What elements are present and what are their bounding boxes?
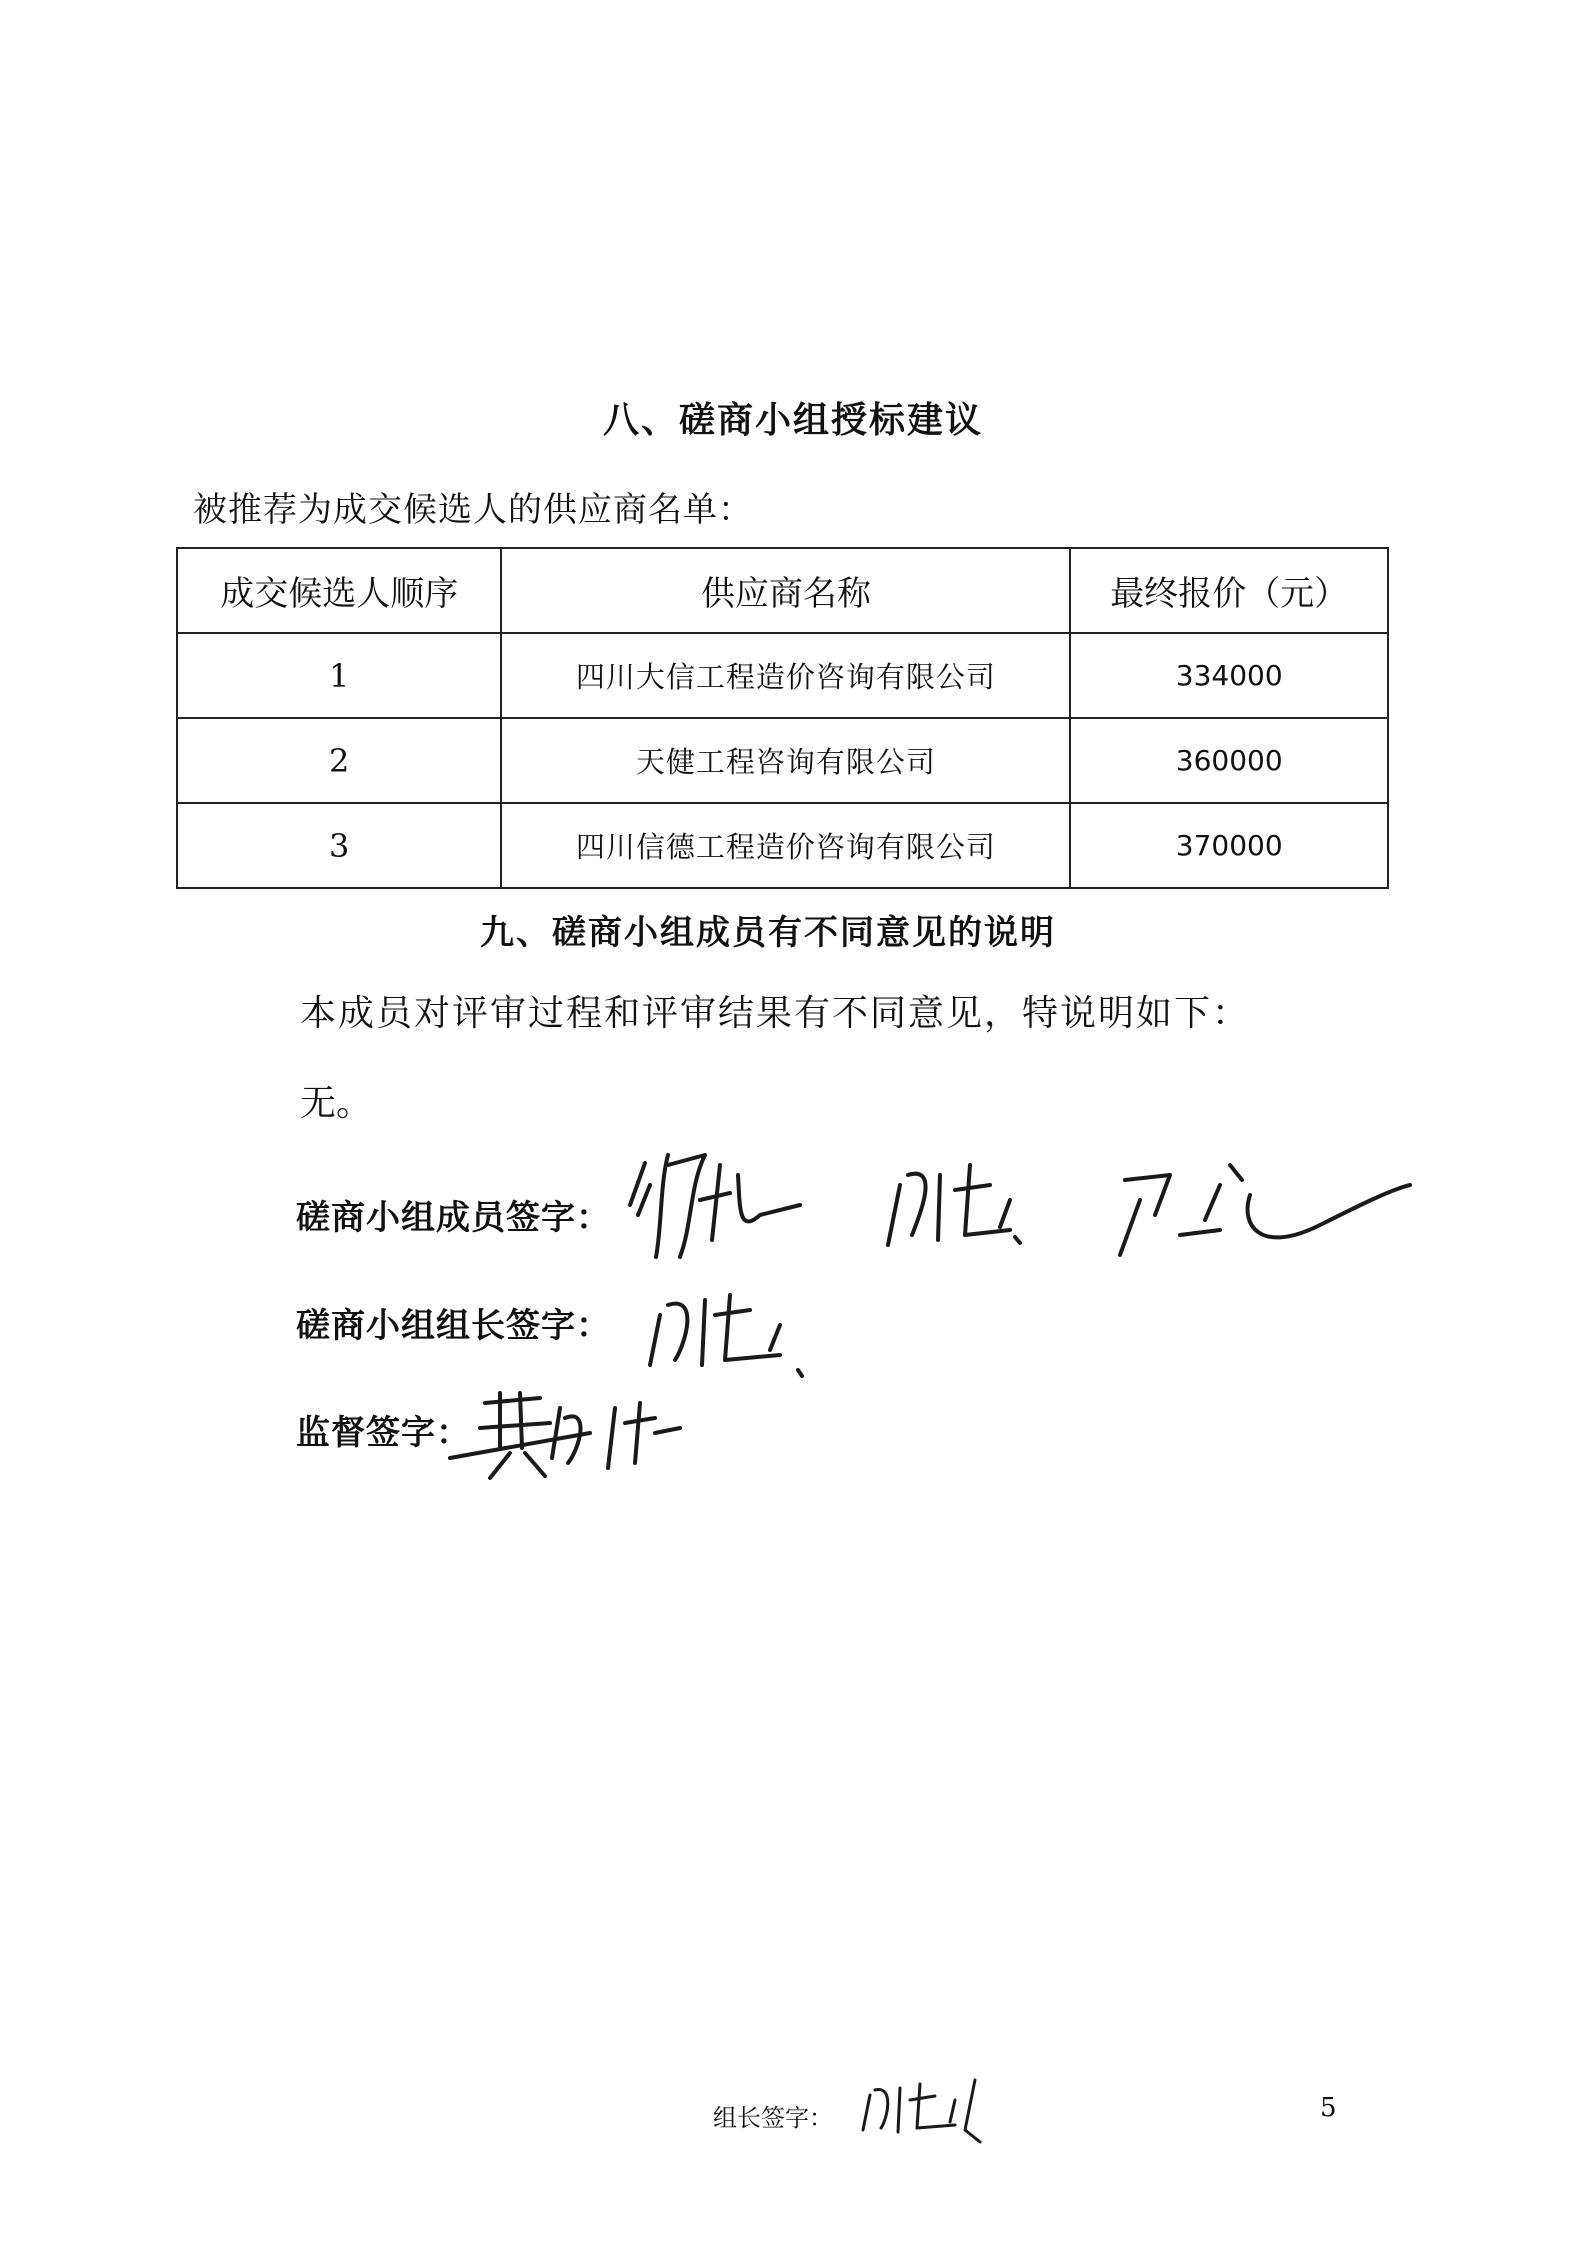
section-9-heading: 九、磋商小组成员有不同意见的说明 xyxy=(480,913,1056,953)
leader-signature-label: 磋商小组组长签字： xyxy=(296,1306,611,1346)
col-header-order: 成交候选人顺序 xyxy=(177,548,501,633)
col-header-supplier: 供应商名称 xyxy=(501,548,1070,633)
table-row xyxy=(177,633,1388,718)
page-number: 5 xyxy=(1320,2093,1337,2123)
footer-leader-signature-label: 组长签字： xyxy=(713,2104,833,2132)
table-row xyxy=(177,718,1388,803)
leader-signature-image xyxy=(630,1270,850,1390)
candidate-order: 2 xyxy=(177,718,501,803)
section-8-heading: 八、磋商小组授标建议 xyxy=(602,399,983,441)
col-header-price: 最终报价（元） xyxy=(1070,548,1388,633)
supplier-list-intro: 被推荐为成交候选人的供应商名单： xyxy=(193,490,753,530)
final-price: 370000 xyxy=(1070,803,1388,888)
supervisor-signature-image xyxy=(440,1378,700,1488)
supplier-name: 四川信德工程造价咨询有限公司 xyxy=(501,803,1070,888)
dissent-content: 无。 xyxy=(300,1083,373,1124)
table-header-row xyxy=(177,548,1388,633)
final-price: 334000 xyxy=(1070,633,1388,718)
member-signatures-image xyxy=(620,1145,1420,1275)
candidate-order: 3 xyxy=(177,803,501,888)
candidate-order: 1 xyxy=(177,633,501,718)
table-row xyxy=(177,803,1388,888)
final-price: 360000 xyxy=(1070,718,1388,803)
footer-leader-signature-image xyxy=(855,2070,1005,2150)
dissent-statement: 本成员对评审过程和评审结果有不同意见，特说明如下： xyxy=(300,993,1251,1034)
supplier-name: 天健工程咨询有限公司 xyxy=(501,718,1070,803)
candidate-supplier-table xyxy=(176,547,1389,889)
supplier-name: 四川大信工程造价咨询有限公司 xyxy=(501,633,1070,718)
supervisor-signature-label: 监督签字： xyxy=(296,1413,471,1453)
members-signature-label: 磋商小组成员签字： xyxy=(296,1198,611,1238)
